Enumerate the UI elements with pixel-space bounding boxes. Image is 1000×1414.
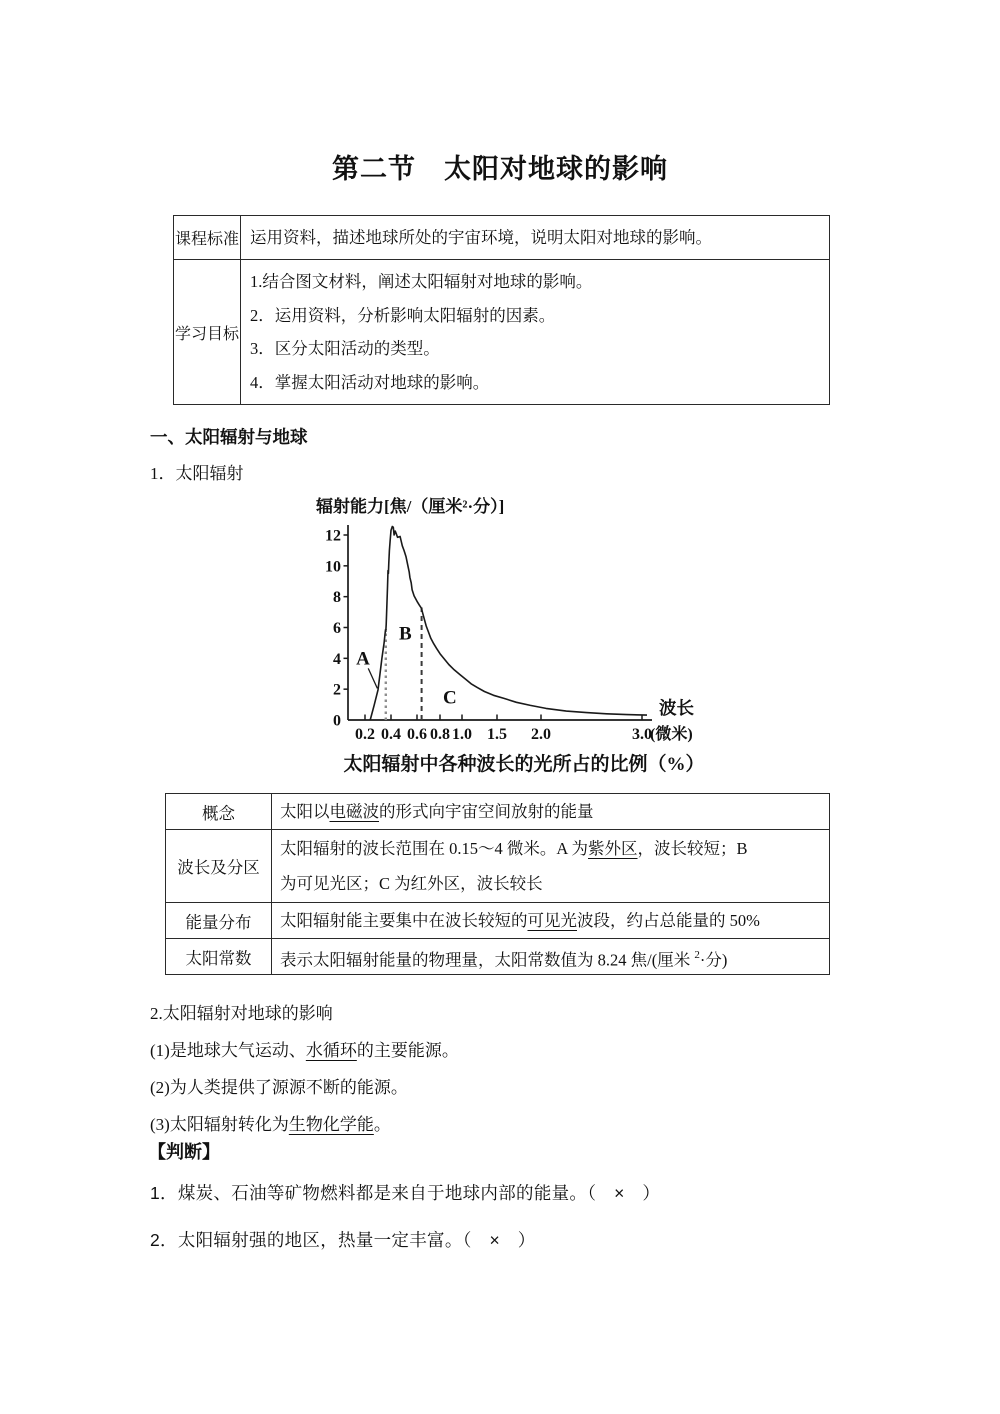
text-line: 4．掌握太阳活动对地球的影响。 (250, 372, 490, 392)
text-segment: (2)为人类提供了源源不断的能源。 (150, 1078, 408, 1097)
objectives-table (173, 215, 830, 405)
spectrum-curve (370, 527, 647, 721)
underlined-term: 紫外区 (588, 839, 638, 858)
row-label-learning-goals: 学习目标 (174, 260, 241, 405)
row-label-solar-constant: 太阳常数 (166, 939, 272, 975)
text-line (280, 831, 821, 866)
solar-spectrum-svg (310, 492, 710, 750)
x-tick-label: 0.6 (407, 726, 427, 743)
text-segment: 的形式向宇宙空间放射的能量 (379, 802, 594, 821)
influence-point-2 (150, 1073, 408, 1098)
x-tick-label: 3.0 (632, 726, 652, 743)
judge-heading: 【判断】 (148, 1142, 220, 1162)
superscript: 2 (694, 949, 700, 961)
text-segment: 表示太阳辐射能量的物理量，太阳常数值为 8.24 焦/(厘米 (280, 950, 695, 970)
text-line (280, 903, 821, 938)
region-a-leader-line (368, 668, 377, 688)
y-tick-label: 6 (333, 620, 341, 637)
row-content-wavelength (272, 830, 830, 903)
row-content-learning-goals (241, 260, 830, 405)
influence-point-3 (150, 1110, 391, 1135)
underlined-term: 可见光 (527, 911, 577, 930)
row-label-concept: 概念 (166, 794, 272, 830)
x-tick-label: 0.2 (355, 726, 375, 743)
y-tick-label: 0 (333, 712, 341, 730)
x-axis-unit: (微米) (650, 726, 693, 743)
x-tick-label: 2.0 (531, 726, 551, 743)
row-content-energy-distribution (272, 903, 830, 939)
page-title: 第二节 太阳对地球的影响 (332, 154, 668, 184)
x-tick-label: 1.5 (487, 726, 507, 743)
subsection-solar-radiation: 1．太阳辐射 (150, 464, 244, 483)
text-segment: 的主要能源。 (356, 1041, 459, 1060)
y-tick-label: 12 (325, 527, 341, 545)
text-line: 3．区分太阳活动的类型。 (250, 339, 440, 358)
x-axis-title: 波长 (659, 698, 694, 718)
table-row (166, 830, 830, 903)
solar-spectrum-chart (310, 492, 710, 750)
row-label-energy-distribution: 能量分布 (166, 903, 272, 939)
y-tick-label: 8 (333, 589, 341, 607)
y-tick-label: 10 (325, 558, 341, 576)
region-label-a: A (356, 648, 370, 670)
table-row (174, 216, 830, 260)
table-row (166, 903, 830, 939)
region-label-c: C (443, 687, 457, 709)
text-segment: 波段，约占总能量的 50% (577, 911, 760, 930)
text-segment: 太阳辐射能主要集中在波长较短的 (280, 911, 528, 930)
x-tick-label: 0.8 (430, 726, 450, 743)
chart-caption: 太阳辐射中各种波长的光所占的比例（%） (343, 754, 705, 775)
text-segment: (3)太阳辐射转化为 (150, 1115, 289, 1134)
judge-item-2: 2．太阳辐射强的地区，热量一定丰富。（ × ） (150, 1230, 536, 1250)
x-tick-label: 1.0 (452, 726, 472, 743)
underlined-term: 电磁波 (329, 802, 379, 821)
text-line: 1.结合图文材料，阐述太阳辐射对地球的影响。 (250, 272, 593, 291)
row-content-concept (272, 794, 830, 830)
table-row (174, 260, 830, 405)
y-tick-label: 4 (333, 650, 341, 668)
row-content-course-standard (241, 216, 830, 260)
underlined-term: 水循环 (305, 1041, 357, 1060)
y-tick-label: 2 (333, 681, 341, 699)
text-line: 运用资料，描述地球所处的宇宙环境，说明太阳对地球的影响。 (250, 227, 712, 247)
section-heading-solar-radiation: 一、太阳辐射与地球 (150, 427, 308, 447)
text-segment: 。 (373, 1115, 391, 1134)
y-axis-title: 辐射能力[焦/（厘米²·分）] (316, 497, 505, 516)
region-label-b: B (398, 623, 412, 645)
row-content-solar-constant (272, 939, 830, 975)
row-label-wavelength: 波长及分区 (166, 830, 272, 903)
influence-point-1 (150, 1036, 459, 1061)
text-segment: ，波长较短；B (637, 839, 748, 858)
x-tick-label: 0.4 (381, 726, 401, 743)
text-segment: 太阳以 (280, 802, 330, 821)
underlined-term: 生物化学能 (288, 1115, 374, 1134)
text-line (280, 794, 821, 829)
concept-table (165, 793, 830, 975)
judge-item-1: 1．煤炭、石油等矿物燃料都是来自于地球内部的能量。（ × ） (150, 1183, 661, 1203)
text-line (280, 939, 821, 974)
text-segment: (1)是地球大气运动、 (150, 1041, 306, 1060)
table-row (166, 939, 830, 975)
text-line (280, 866, 821, 901)
table-row (166, 794, 830, 830)
text-segment: 太阳辐射的波长范围在 0.15～4 微米。A 为 (280, 839, 589, 858)
text-segment: ·分) (699, 950, 728, 970)
text-line: 2．运用资料，分析影响太阳辐射的因素。 (250, 305, 556, 325)
text-segment: 为可见光区；C 为红外区，波长较长 (280, 874, 543, 893)
row-label-course-standard: 课程标准 (174, 216, 241, 260)
section-heading-solar-influence: 2.太阳辐射对地球的影响 (150, 1004, 333, 1023)
